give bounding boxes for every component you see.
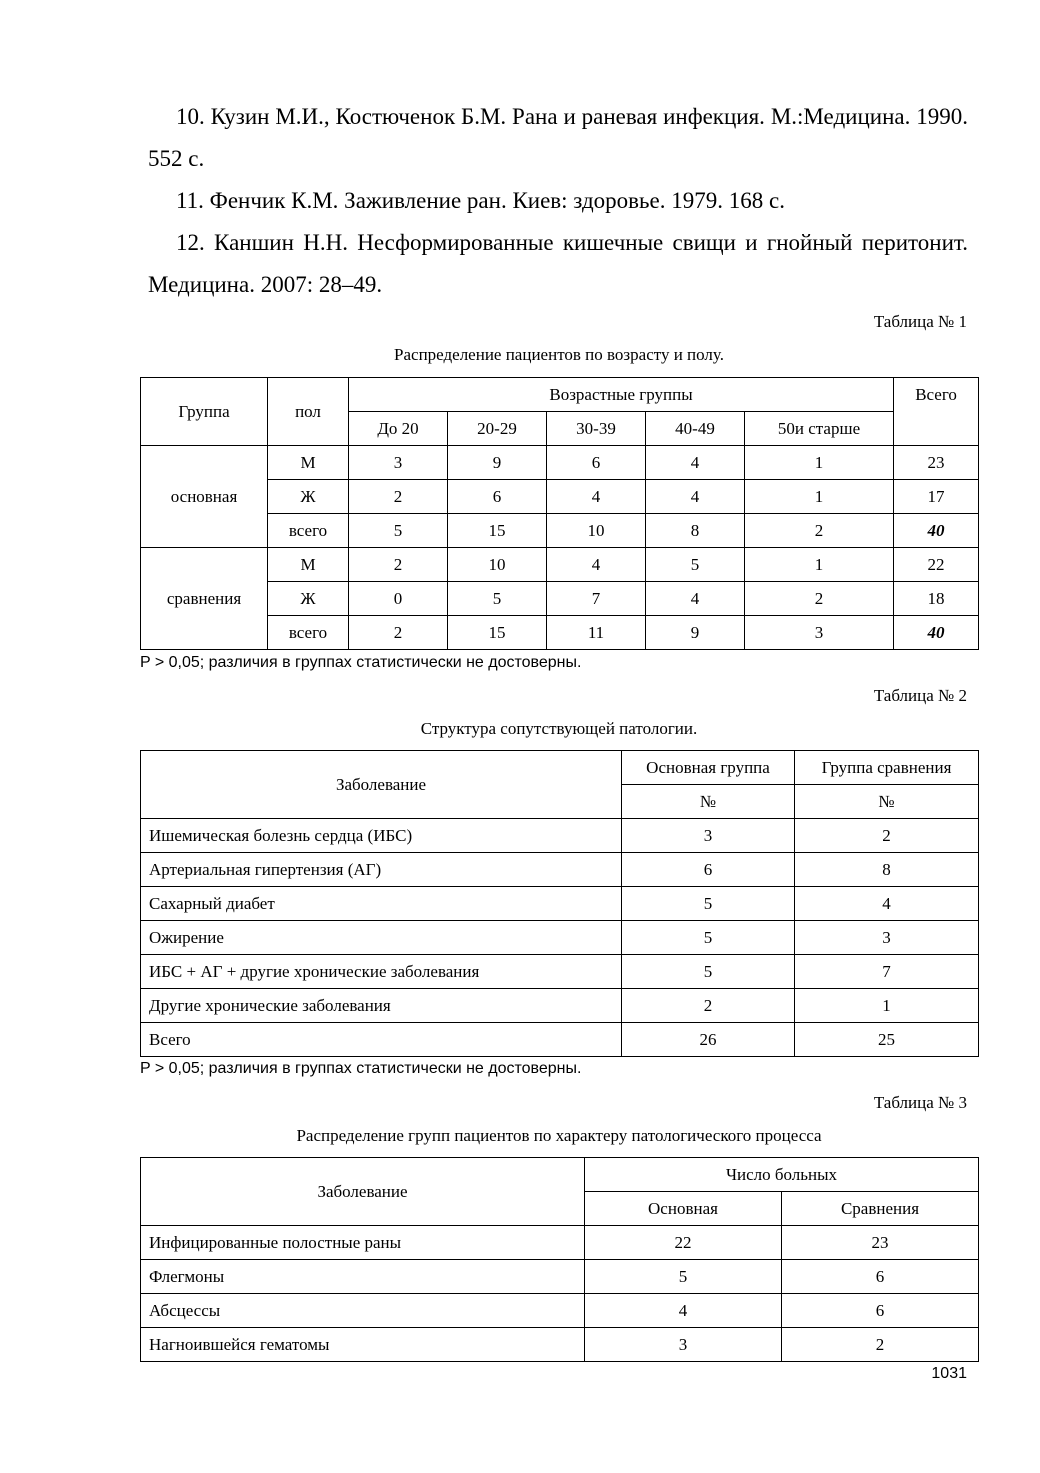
- table3-cmp-value: 6: [782, 1294, 979, 1328]
- table2-cmp-value: 8: [795, 853, 979, 887]
- table3-header-main: Основная: [585, 1192, 782, 1226]
- table1-total: 40: [894, 616, 979, 650]
- table2-cmp-value: 4: [795, 887, 979, 921]
- table2-disease: Артериальная гипертензия (АГ): [141, 853, 622, 887]
- table1-group-name: основная: [141, 446, 268, 548]
- table1-cell: 6: [547, 446, 646, 480]
- table3-cmp-value: 2: [782, 1328, 979, 1362]
- table1-cell: 10: [547, 514, 646, 548]
- table1-cell: 4: [646, 582, 745, 616]
- table2-main-value: 5: [622, 955, 795, 989]
- table1-sex: Ж: [268, 480, 349, 514]
- reference-item: 12. Каншин Н.Н. Несформированные кишечные свищи и гнойный перитонит. Медицина. 2007: 28–49.: [148, 230, 968, 297]
- table2-header-number: №: [795, 785, 979, 819]
- table1-cell: 5: [349, 514, 448, 548]
- table2-title: Структура сопутствующей патологии.: [420, 719, 698, 738]
- table2-disease: Всего: [141, 1023, 622, 1057]
- table1-total: 18: [894, 582, 979, 616]
- table1-note: P > 0,05; различия в группах статистически не достоверны.: [140, 654, 582, 671]
- table1-cell: 7: [547, 582, 646, 616]
- table3-disease: Абсцессы: [141, 1294, 585, 1328]
- table1-cell: 2: [745, 582, 894, 616]
- table1-cell: 2: [745, 514, 894, 548]
- table2-cmp-value: 1: [795, 989, 979, 1023]
- table1-age-header: 40-49: [646, 412, 745, 446]
- table1-cell: 9: [448, 446, 547, 480]
- table1-sex: Ж: [268, 582, 349, 616]
- table-row: [141, 1294, 979, 1328]
- reference-item: 11. Фенчик К.М. Заживление ран. Киев: здоровье. 1979. 168 с.: [176, 188, 785, 213]
- table3-main-value: 5: [585, 1260, 782, 1294]
- reference-item: 10. Кузин М.И., Костюченок Б.М. Рана и раневая инфекция. М.:Медицина. 1990. 552 с.: [148, 104, 968, 171]
- table1-cell: 3: [745, 616, 894, 650]
- table1-label: Таблица № 1: [873, 312, 967, 331]
- table-row: [141, 989, 979, 1023]
- table1-cell: 2: [349, 548, 448, 582]
- table3-cmp-value: 23: [782, 1226, 979, 1260]
- table3-main-value: 4: [585, 1294, 782, 1328]
- table-row: [141, 1328, 979, 1362]
- table-row: [141, 548, 979, 582]
- table2-cmp-value: 7: [795, 955, 979, 989]
- table1-total: 22: [894, 548, 979, 582]
- table3-title: Распределение групп пациентов по характеру патологического процесса: [296, 1126, 822, 1145]
- table2-disease: ИБС + АГ + другие хронические заболевания: [141, 955, 622, 989]
- table1-sex: всего: [268, 514, 349, 548]
- table1-cell: 6: [448, 480, 547, 514]
- table1-cell: 4: [646, 480, 745, 514]
- table2-main-value: 3: [622, 819, 795, 853]
- table2-disease: Ожирение: [141, 921, 622, 955]
- table1-cell: 8: [646, 514, 745, 548]
- table1-age-header: До 20: [349, 412, 448, 446]
- table1-sex: всего: [268, 616, 349, 650]
- table1-cell: 5: [646, 548, 745, 582]
- table1-cell: 4: [547, 548, 646, 582]
- table2-main-value: 26: [622, 1023, 795, 1057]
- table2-cmp-value: 3: [795, 921, 979, 955]
- table1-header-total: Всего: [894, 378, 979, 446]
- table3-main-value: 22: [585, 1226, 782, 1260]
- table1-cell: 3: [349, 446, 448, 480]
- table3-label: Таблица № 3: [873, 1093, 967, 1112]
- table-row: [141, 1260, 979, 1294]
- table-row: [141, 853, 979, 887]
- table1-total: 17: [894, 480, 979, 514]
- table-row: [141, 1226, 979, 1260]
- table1-age-header: 20-29: [448, 412, 547, 446]
- table-row: [141, 1023, 979, 1057]
- table1-header-age-groups: Возрастные группы: [349, 378, 894, 412]
- table1-cell: 10: [448, 548, 547, 582]
- page-number: 1031: [931, 1365, 967, 1382]
- table1-cell: 1: [745, 548, 894, 582]
- table3-disease: Флегмоны: [141, 1260, 585, 1294]
- table2-main-value: 2: [622, 989, 795, 1023]
- table2-cmp-value: 25: [795, 1023, 979, 1057]
- table2-header-number: №: [622, 785, 795, 819]
- table1-cell: 5: [448, 582, 547, 616]
- table2-cmp-value: 2: [795, 819, 979, 853]
- table1-header-sex: пол: [268, 378, 349, 446]
- table3-header-count: Число больных: [585, 1158, 979, 1192]
- table1-cell: 11: [547, 616, 646, 650]
- table-row: [141, 887, 979, 921]
- table1-cell: 0: [349, 582, 448, 616]
- table3-header-disease: Заболевание: [141, 1158, 585, 1226]
- table3-disease: Нагноившейся гематомы: [141, 1328, 585, 1362]
- table1-age-header: 30-39: [547, 412, 646, 446]
- table2-label: Таблица № 2: [873, 686, 967, 705]
- table-row: [141, 446, 979, 480]
- table-row: [141, 819, 979, 853]
- table1-cell: 15: [448, 514, 547, 548]
- table1-group-name: сравнения: [141, 548, 268, 650]
- table-row: [141, 921, 979, 955]
- table1-cell: 9: [646, 616, 745, 650]
- table2-main-value: 6: [622, 853, 795, 887]
- table1-sex: М: [268, 548, 349, 582]
- table1-cell: 2: [349, 480, 448, 514]
- table1-total: 23: [894, 446, 979, 480]
- table2-note: P > 0,05; различия в группах статистически не достоверны.: [140, 1060, 582, 1077]
- table2-disease: Ишемическая болезнь сердца (ИБС): [141, 819, 622, 853]
- table3-main-value: 3: [585, 1328, 782, 1362]
- table2-main-value: 5: [622, 887, 795, 921]
- table1-cell: 15: [448, 616, 547, 650]
- table1-cell: 4: [646, 446, 745, 480]
- table2-header-disease: Заболевание: [141, 751, 622, 819]
- table1-title: Распределение пациентов по возрасту и полу.: [394, 345, 724, 364]
- table2-header-comparison: Группа сравнения: [795, 751, 979, 785]
- reference-list: [148, 96, 968, 306]
- table1-total: 40: [894, 514, 979, 548]
- table1-header-group: Группа: [141, 378, 268, 446]
- table1-sex: М: [268, 446, 349, 480]
- table3-cmp-value: 6: [782, 1260, 979, 1294]
- table1-cell: 1: [745, 446, 894, 480]
- table2-disease: Сахарный диабет: [141, 887, 622, 921]
- table2-header-main: Основная группа: [622, 751, 795, 785]
- table2: [140, 750, 979, 1057]
- table-row: [141, 955, 979, 989]
- table2-disease: Другие хронические заболевания: [141, 989, 622, 1023]
- table3-header-comparison: Сравнения: [782, 1192, 979, 1226]
- table1-cell: 1: [745, 480, 894, 514]
- table1-cell: 4: [547, 480, 646, 514]
- table3-disease: Инфицированные полостные раны: [141, 1226, 585, 1260]
- table3: [140, 1157, 979, 1362]
- table1-age-header: 50и старше: [745, 412, 894, 446]
- table1-cell: 2: [349, 616, 448, 650]
- table2-main-value: 5: [622, 921, 795, 955]
- table1: [140, 377, 979, 650]
